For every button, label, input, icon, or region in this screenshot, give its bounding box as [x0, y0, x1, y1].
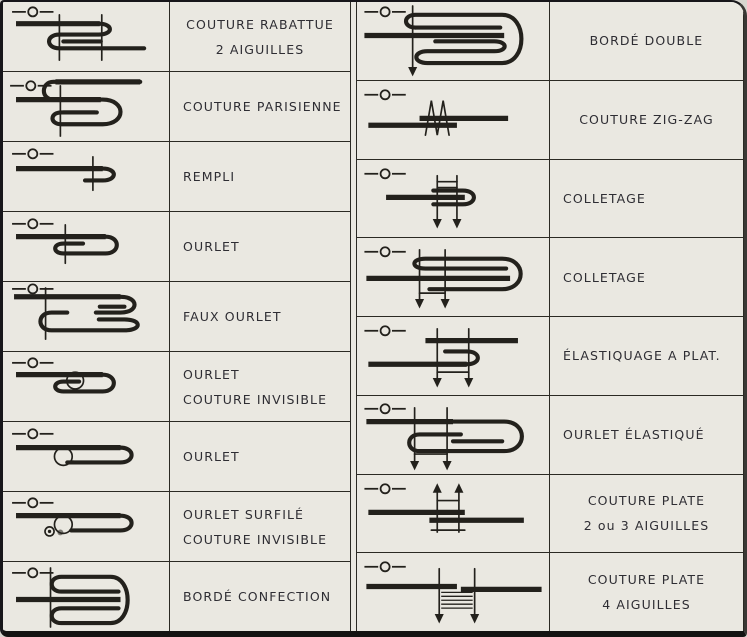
seam-diagram-colletage-2: [357, 238, 549, 316]
seam-diagram-elastiquage-a-plat: [357, 317, 549, 395]
left-seam-table: [3, 2, 351, 631]
seam-diagram-faux-ourlet: [3, 282, 169, 351]
seam-label: COLLETAGE: [563, 269, 646, 285]
table-row: [3, 352, 350, 422]
table-row: [3, 282, 350, 352]
seam-diagram-couture-plate-2-3: [357, 475, 549, 553]
table-row: [3, 422, 350, 492]
seam-label: FAUX OURLET: [183, 309, 282, 324]
table-row: [357, 2, 743, 81]
seam-label: COUTURE PARISIENNE: [183, 99, 342, 114]
table-row: [3, 72, 350, 142]
seam-label: OURLET ÉLASTIQUÉ: [563, 427, 705, 443]
seam-label: OURLET SURFILÉ COUTURE INVISIBLE: [183, 506, 328, 547]
seam-label: OURLET: [183, 239, 240, 254]
table-row: [3, 142, 350, 212]
table-row: [357, 81, 743, 160]
table-row: [3, 562, 350, 631]
seam-label: OURLET: [183, 449, 240, 464]
seam-label: REMPLI: [183, 169, 236, 184]
seam-label: OURLET COUTURE INVISIBLE: [183, 366, 328, 407]
seam-label: ÉLASTIQUAGE A PLAT.: [563, 348, 721, 364]
table-row: [357, 317, 743, 396]
table-row: [357, 396, 743, 475]
seam-diagram-couture-zig-zag: [357, 81, 549, 159]
seam-label: COUTURE ZIG-ZAG: [579, 112, 714, 128]
seam-diagram-couture-plate-4: [357, 553, 549, 631]
seam-diagram-borde-confection: [3, 562, 169, 631]
seam-diagram-ourlet-2: [3, 422, 169, 491]
seam-label: COLLETAGE: [563, 190, 646, 206]
table-row: [357, 475, 743, 554]
seam-label: COUTURE RABATTUE 2 AIGUILLES: [186, 16, 334, 57]
table-row: [3, 212, 350, 282]
table-row: [3, 492, 350, 562]
seam-diagram-ourlet: [3, 212, 169, 281]
seam-label: COUTURE PLATE 2 ou 3 AIGUILLES: [583, 493, 710, 534]
table-row: [3, 2, 350, 72]
seam-diagram-ourlet-couture-invisible: [3, 352, 169, 421]
seam-diagram-couture-parisienne: [3, 72, 169, 141]
right-seam-table: [356, 2, 744, 631]
seam-label: BORDÉ CONFECTION: [183, 589, 332, 604]
table-row: [357, 160, 743, 239]
seam-diagram-rempli: [3, 142, 169, 211]
table-row: [357, 238, 743, 317]
seam-diagram-ourlet-surfile: [3, 492, 169, 561]
seam-diagram-ourlet-elastique: [357, 396, 549, 474]
seam-diagram-couture-rabattue: [3, 2, 169, 71]
table-row: [357, 553, 743, 631]
seam-diagram-borde-double: [357, 2, 549, 80]
seam-diagram-colletage-1: [357, 160, 549, 238]
seam-label: BORDÉ DOUBLE: [589, 33, 704, 49]
seam-label: COUTURE PLATE 4 AIGUILLES: [587, 572, 706, 613]
